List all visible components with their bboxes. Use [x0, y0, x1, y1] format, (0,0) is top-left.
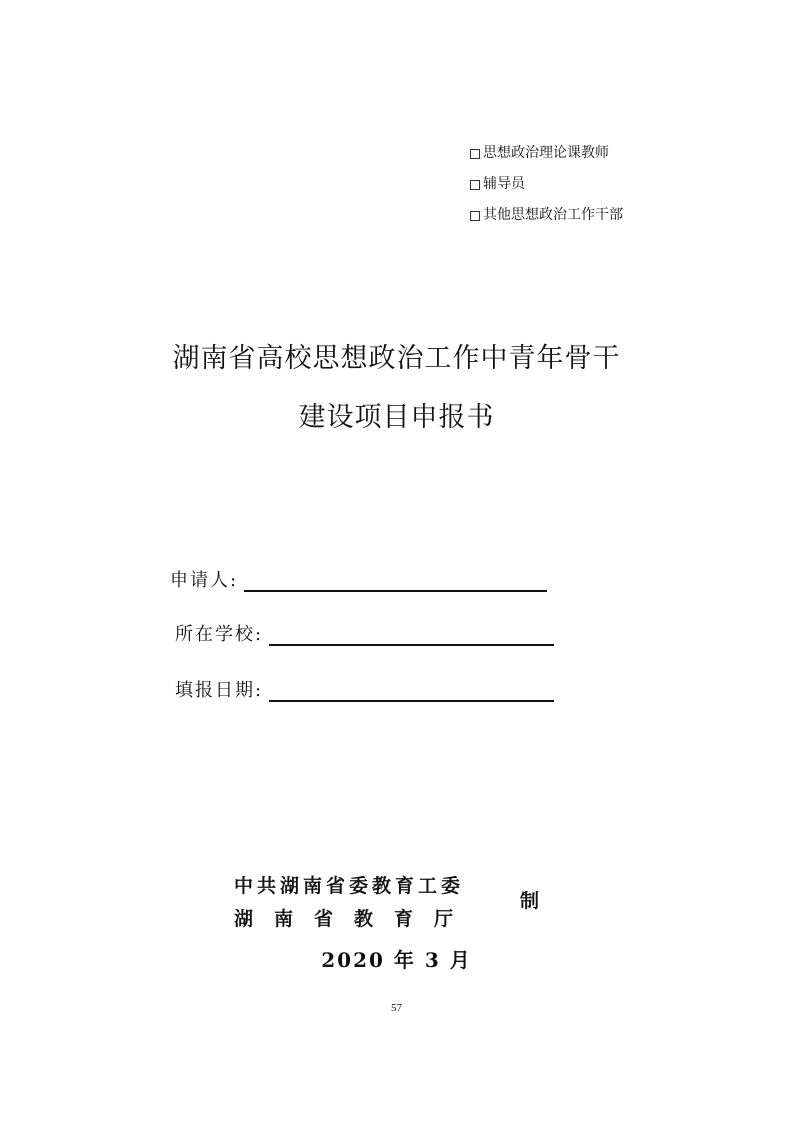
applicant-label: 申请人: [170, 570, 239, 591]
category-option-counselor [470, 168, 623, 199]
checkbox-icon [470, 180, 480, 190]
school-row [175, 620, 554, 646]
document-title-line-2: 建设项目申报书 [298, 402, 495, 433]
category-checkbox-list [470, 137, 623, 230]
checkbox-icon [470, 149, 480, 159]
school-blank-line [269, 622, 554, 646]
category-option-other-cadre [470, 199, 623, 230]
issuer-line-1: 中共湖南省委教育工委 [234, 875, 465, 897]
document-title-line-1: 湖南省高校思想政治工作中青年骨干 [172, 343, 621, 374]
fill-date-blank-line [269, 678, 554, 702]
issuer-line-2: 湖南省教育厅 [234, 908, 475, 930]
category-label: 思想政治理论课教师 [483, 144, 609, 161]
fill-date-label: 填报日期: [175, 680, 264, 701]
checkbox-icon [470, 211, 480, 221]
category-option-politics-teacher [470, 137, 623, 168]
category-label: 其他思想政治工作干部 [483, 206, 623, 223]
school-label: 所在学校: [175, 624, 264, 645]
applicant-row [170, 566, 547, 592]
page-number: 57 [391, 1002, 402, 1014]
category-label: 辅导员 [483, 175, 525, 192]
issue-date: 2020 年 3 月 [321, 948, 472, 972]
fill-date-row [175, 676, 554, 702]
applicant-blank-line [244, 568, 547, 592]
issuer-made-label: 制 [520, 890, 540, 912]
